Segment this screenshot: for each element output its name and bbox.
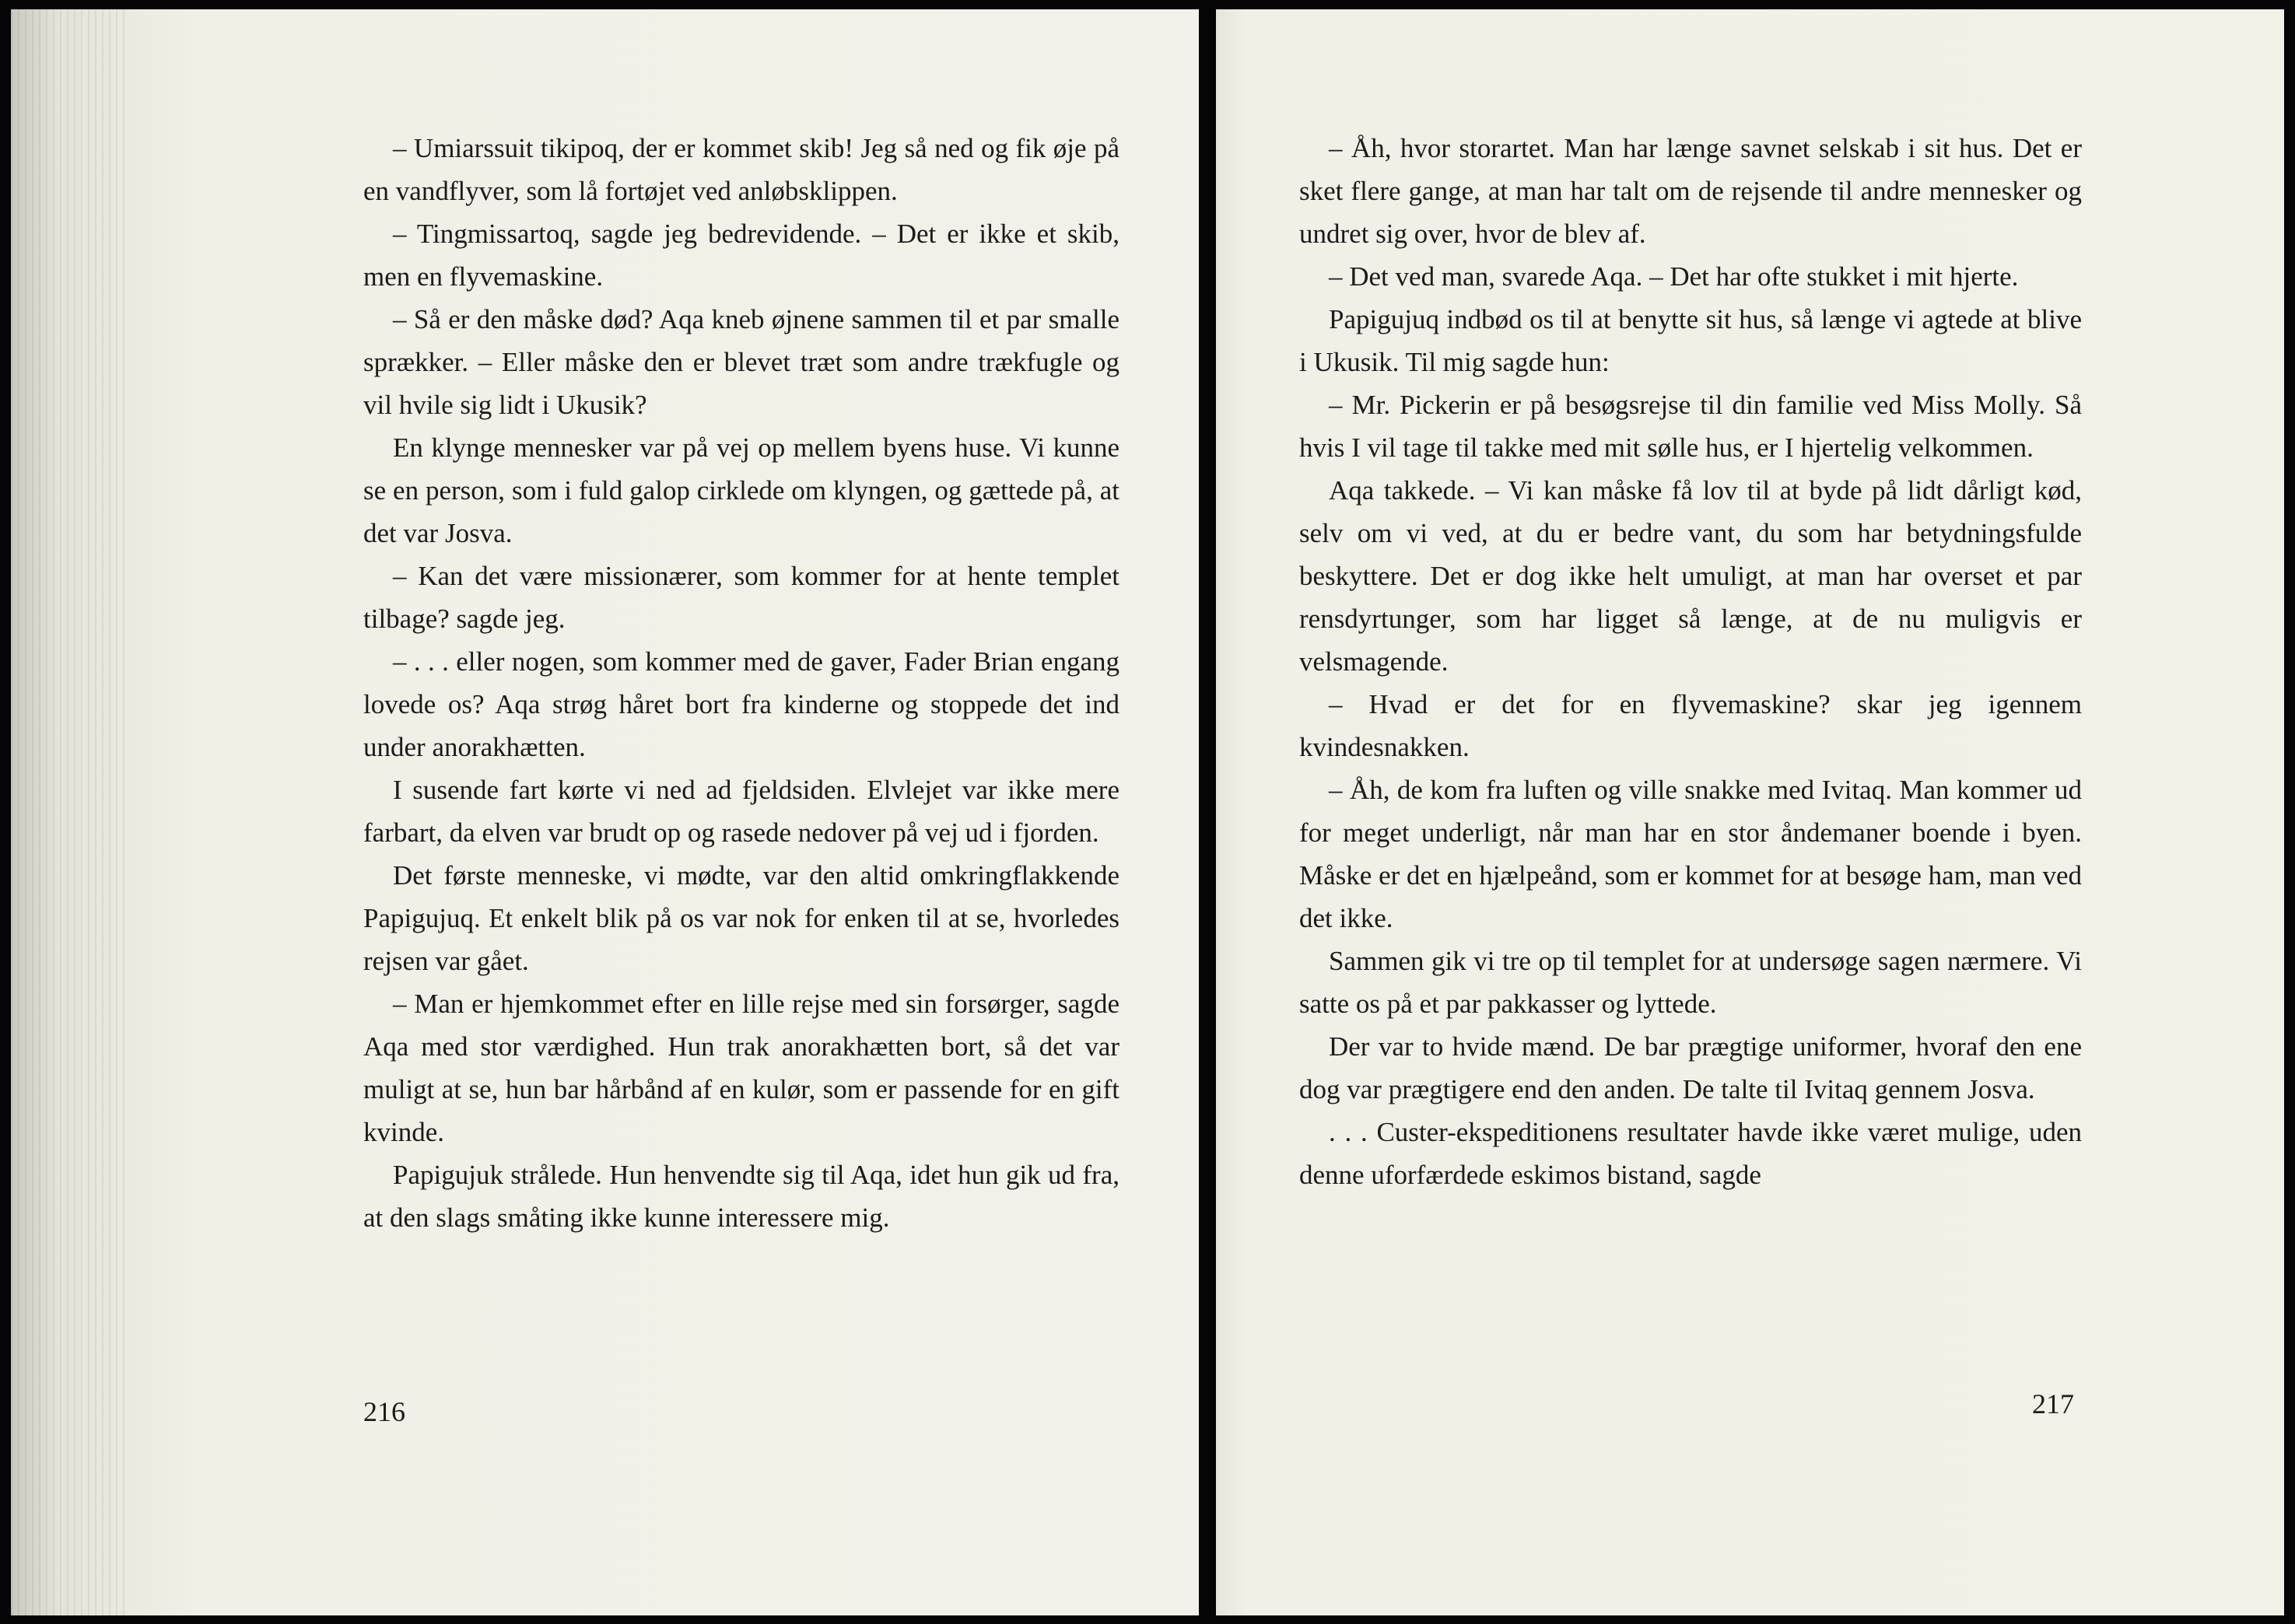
page-number-left: 216 [363, 1396, 405, 1427]
paragraph: – Man er hjemkommet efter en lille rejse med sin forsørger, sagde Aqa med stor værdighed. Hun trak anorakhætten bort, så det var muligt at se, hun bar hårbånd af en kulør, som er passende for en gift kvinde. [363, 989, 1119, 1147]
paragraph: I susende fart kørte vi ned ad fjeldsiden. Elvlejet var ikke mere farbart, da elven var brudt op og rasede nedover på vej ud i fjorden. [363, 775, 1119, 848]
paragraph: . . . Custer-ekspeditionens resultater havde ikke været mulige, uden denne uforfærdede eskimos bistand, sagde [1299, 1117, 2082, 1190]
left-page-text [363, 127, 1119, 1239]
paragraph: – Åh, hvor storartet. Man har længe savnet selskab i sit hus. Det er sket flere gange, at man har talt om de rejsende til andre mennesker og undret sig over, hvor de blev af. [1299, 133, 2082, 249]
paragraph: – Kan det være missionærer, som kommer for at hente templet tilbage? sagde jeg. [363, 561, 1119, 634]
paragraph: Aqa takkede. – Vi kan måske få lov til at byde på lidt dårligt kød, selv om vi ved, at du er bedre vant, du som har betydningsfulde beskyttere. Det er dog ikke helt umuligt, at man har overset et par rensdyrtunger, som har ligget så længe, at de nu muligvis er velsmagende. [1299, 475, 2082, 677]
right-page-text [1299, 127, 2082, 1196]
page-number-right: 217 [2032, 1388, 2074, 1419]
paragraph: Det første menneske, vi mødte, var den altid omkringflakkende Papigujuq. Et enkelt blik på os var nok for enken til at se, hvorledes rejsen var gået. [363, 860, 1119, 976]
paragraph: – Det ved man, svarede Aqa. – Det har ofte stukket i mit hjerte. [1329, 261, 2019, 292]
paragraph: – Tingmissartoq, sagde jeg bedrevidende. – Det er ikke et skib, men en flyvemaskine. [363, 219, 1119, 292]
paragraph: Papigujuk strålede. Hun henvendte sig til Aqa, idet hun gik ud fra, at den slags småting ikke kunne interessere mig. [363, 1160, 1119, 1233]
paragraph: – Så er den måske død? Aqa kneb øjnene sammen til et par smalle sprækker. – Eller måske den er blevet træt som andre trækfugle og vil hvile sig lidt i Ukusik? [363, 304, 1119, 420]
paragraph: – Hvad er det for en flyvemaskine? skar jeg igennem kvindesnakken. [1299, 689, 2082, 762]
paragraph: Der var to hvide mænd. De bar prægtige uniformer, hvoraf den ene dog var prægtigere end den anden. De talte til Ivitaq gennem Josva. [1299, 1031, 2082, 1104]
paragraph: Sammen gik vi tre op til templet for at undersøge sagen nærmere. Vi satte os på et par pakkasser og lyttede. [1299, 946, 2082, 1019]
paragraph: – Åh, de kom fra luften og ville snakke med Ivitaq. Man kommer ud for meget underligt, når man har en stor åndemaner boende i byen. Måske er det en hjælpeånd, som er kommet for at besøge ham, man ved det ikke. [1299, 775, 2082, 933]
paragraph: – . . . eller nogen, som kommer med de gaver, Fader Brian engang lovede os? Aqa strøg håret bort fra kinderne og stoppede det ind under anorakhætten. [363, 646, 1119, 762]
paragraph: – Mr. Pickerin er på besøgsrejse til din familie ved Miss Molly. Så hvis I vil tage til takke med mit sølle hus, er I hjertelig velkommen. [1299, 390, 2082, 463]
paragraph: En klynge mennesker var på vej op mellem byens huse. Vi kunne se en person, som i fuld galop cirklede om klyngen, og gættede på, at det var Josva. [363, 432, 1119, 548]
paragraph: – Umiarssuit tikipoq, der er kommet skib! Jeg så ned og fik øje på en vandflyver, som lå fortøjet ved anløbsklippen. [363, 133, 1119, 206]
paragraph: Papigujuq indbød os til at benytte sit hus, så længe vi agtede at blive i Ukusik. Til mig sagde hun: [1299, 304, 2082, 377]
